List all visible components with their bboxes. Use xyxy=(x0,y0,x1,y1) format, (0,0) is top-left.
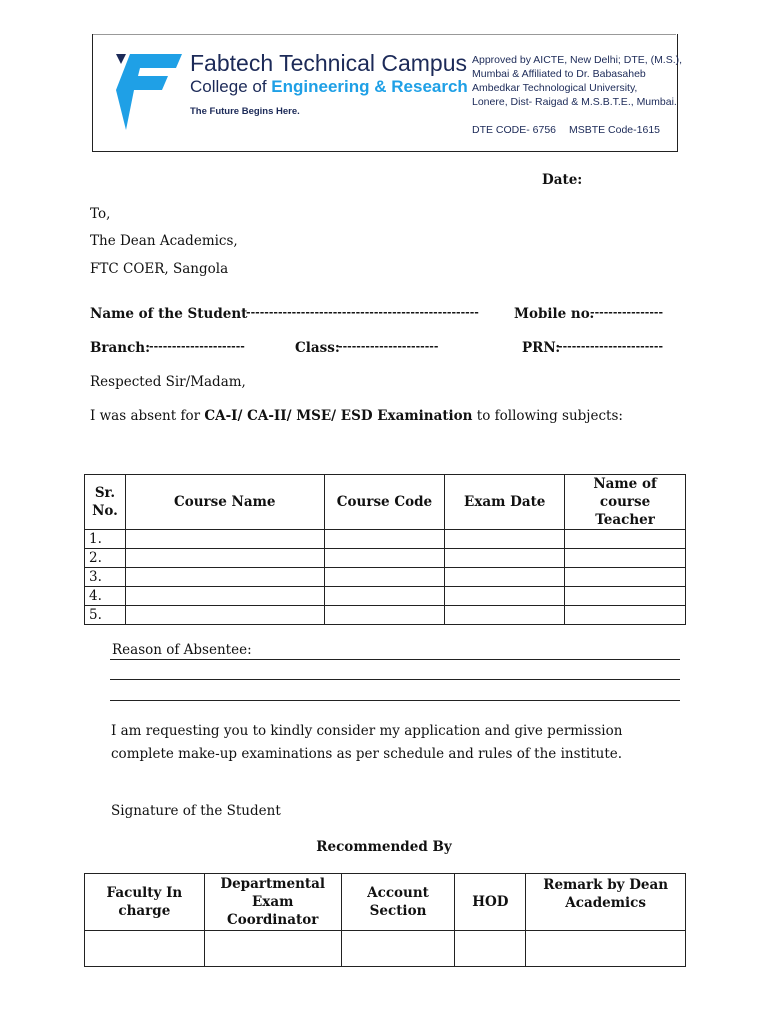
approval-line: Mumbai & Affiliated to Dr. Babasaheb xyxy=(472,68,646,80)
teacher-cell[interactable] xyxy=(565,568,686,587)
recommend-header-row xyxy=(85,874,686,931)
approval-line: Approved by AICTE, New Delhi; DTE, (M.S.), xyxy=(472,54,683,66)
header-exam-date: Exam Date xyxy=(445,475,565,530)
course-name-cell[interactable] xyxy=(125,549,324,568)
prn-blank[interactable]: ----------------------- xyxy=(558,340,664,353)
header-sr-no: Sr. No. xyxy=(85,475,126,530)
recommended-title: Recommended By xyxy=(316,839,452,855)
header-course-teacher: Name of course Teacher xyxy=(565,475,686,530)
row-number: 5. xyxy=(85,606,126,625)
table-row xyxy=(85,587,686,606)
mobile-blank[interactable]: ---------------- xyxy=(590,306,664,319)
table-row xyxy=(85,568,686,587)
course-code-cell[interactable] xyxy=(324,549,445,568)
approval-text xyxy=(472,53,682,109)
header-course-name: Course Name xyxy=(125,475,324,530)
reason-line[interactable] xyxy=(110,700,680,701)
exam-date-cell[interactable] xyxy=(445,587,565,606)
remark-cell[interactable] xyxy=(526,931,686,967)
student-name-label: Name of the Student xyxy=(90,306,248,322)
address-recipient: The Dean Academics, xyxy=(90,233,238,249)
address-to: To, xyxy=(90,206,111,222)
exam-date-cell[interactable] xyxy=(445,606,565,625)
course-name-cell[interactable] xyxy=(125,606,324,625)
branch-blank[interactable]: --------------------- xyxy=(149,340,245,353)
exam-date-cell[interactable] xyxy=(445,530,565,549)
approval-line: Ambedkar Technological University, xyxy=(472,82,638,94)
student-name-blank[interactable]: --------------------------------------------------- xyxy=(246,306,479,319)
teacher-cell[interactable] xyxy=(565,606,686,625)
signature-label: Signature of the Student xyxy=(111,803,281,819)
subjects-table xyxy=(84,474,686,625)
request-paragraph: I am requesting you to kindly consider my application and give permission complete make-up examinations as per schedule and rules of the institute. xyxy=(111,723,623,762)
header-hod: HOD xyxy=(455,874,526,931)
account-signature-cell[interactable] xyxy=(341,931,455,967)
institute-codes xyxy=(472,124,670,136)
header-course-code: Course Code xyxy=(324,475,445,530)
recommend-table xyxy=(84,873,686,967)
faculty-signature-cell[interactable] xyxy=(85,931,205,967)
row-number: 2. xyxy=(85,549,126,568)
teacher-cell[interactable] xyxy=(565,549,686,568)
header-faculty: Faculty In charge xyxy=(85,874,205,931)
table-row xyxy=(85,549,686,568)
subjects-header-row xyxy=(85,475,686,530)
absence-prefix: I was absent for xyxy=(90,408,205,424)
class-label: Class: xyxy=(295,340,340,356)
course-name-cell[interactable] xyxy=(125,530,324,549)
row-number: 3. xyxy=(85,568,126,587)
table-row xyxy=(85,606,686,625)
row-number: 4. xyxy=(85,587,126,606)
course-code-cell[interactable] xyxy=(324,587,445,606)
course-name-cell[interactable] xyxy=(125,568,324,587)
dte-code: DTE CODE- 6756 xyxy=(472,124,557,136)
reason-line[interactable] xyxy=(110,679,680,680)
college-accent: Engineering & Research xyxy=(271,77,468,96)
absence-statement xyxy=(90,408,623,424)
course-code-cell[interactable] xyxy=(324,530,445,549)
exam-date-cell[interactable] xyxy=(445,549,565,568)
absence-exams: CA-I/ CA-II/ MSE/ ESD Examination xyxy=(204,408,473,424)
class-blank[interactable]: ---------------------- xyxy=(338,340,439,353)
teacher-cell[interactable] xyxy=(565,587,686,606)
row-number: 1. xyxy=(85,530,126,549)
salutation: Respected Sir/Madam, xyxy=(90,374,246,390)
date-label: Date: xyxy=(542,172,583,188)
msbte-code: MSBTE Code-1615 xyxy=(568,124,660,136)
exam-date-cell[interactable] xyxy=(445,568,565,587)
branch-label: Branch: xyxy=(90,340,151,356)
reason-line[interactable] xyxy=(110,659,680,660)
approval-line: Lonere, Dist- Raigad & M.S.B.T.E., Mumbai. xyxy=(472,96,677,108)
hod-signature-cell[interactable] xyxy=(455,931,526,967)
coordinator-signature-cell[interactable] xyxy=(204,931,341,967)
teacher-cell[interactable] xyxy=(565,530,686,549)
college-prefix: College of xyxy=(190,77,267,96)
f-logo-icon xyxy=(112,50,184,132)
reason-label: Reason of Absentee: xyxy=(112,642,252,658)
header-remark: Remark by Dean Academics xyxy=(526,874,686,931)
header-coordinator: Departmental Exam Coordinator xyxy=(204,874,341,931)
campus-name: Fabtech Technical Campus xyxy=(190,50,467,76)
course-code-cell[interactable] xyxy=(324,606,445,625)
absence-suffix: to following subjects: xyxy=(472,408,623,424)
address-location: FTC COER, Sangola xyxy=(90,261,229,277)
header-account: Account Section xyxy=(341,874,455,931)
college-name xyxy=(190,77,468,97)
course-name-cell[interactable] xyxy=(125,587,324,606)
tagline: The Future Begins Here. xyxy=(190,106,300,117)
table-row xyxy=(85,530,686,549)
mobile-label: Mobile no. xyxy=(514,306,595,322)
prn-label: PRN: xyxy=(522,340,561,356)
table-row xyxy=(85,931,686,967)
course-code-cell[interactable] xyxy=(324,568,445,587)
